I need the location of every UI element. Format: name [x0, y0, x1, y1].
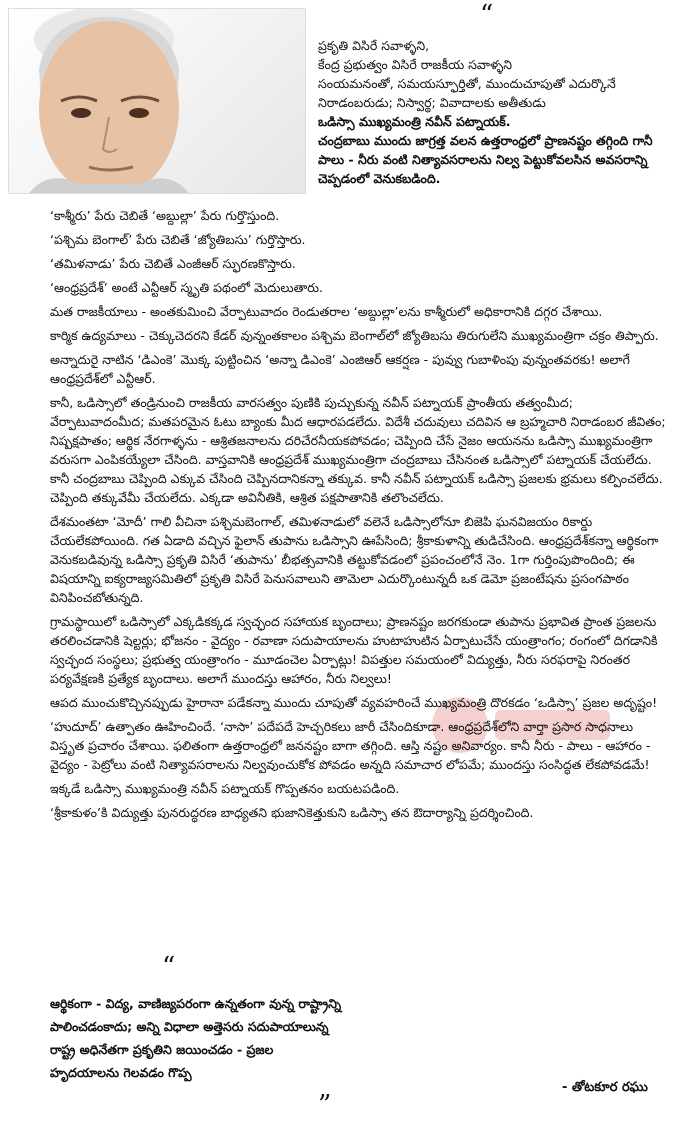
body-paragraph: ‘పశ్చిమ బెంగాల్’ పేరు చెబితే ‘జ్యోతిబసు’ గుర్తొస్తారు.	[50, 232, 306, 247]
opening-quote-mark: “	[480, 0, 494, 30]
body-paragraph: దేశమంతటా ‘మోదీ’ గాలి వీచినా పశ్చిమబెంగాల్, తమిళనాడులో వలెనే ఒడిస్సాలోనూ బిజెపి ఘనవిజయం రికార్డు చేయలేకపోయింది. గత ఏడాది వచ్చిన ఫైలాన్ తుపాను ఒడిస్సాని ఊపేసింది; శ్రీకాకుళాన్ని తుడిచేసింది. ఆంధ్రప్రదేశ్‌కన్నా ఆర్థికంగా వెనుకబడివున్న ఒడిస్సా ప్రకృతి విసిరే ‘తుపాను’ బీభత్సవానికి తట్టుకోవడంలో ప్రపంచంలోనే నెం. 1గా గుర్తింపుపొందింది; ఈ విషయాన్ని ఐక్యరాజ్యసమితిలో ప్రకృతి విసిరే పెనుసవాలుని తామెలా ఎదుర్కొంటున్నదీ ఒక డెమో ప్రజంటేషను ప్రసంగపాఠం వినిపించబోతున్నది.	[50, 514, 659, 605]
pull-quote-close-mark: ”	[318, 1090, 332, 1120]
intro-line: ఒడిస్సా ముఖ్యమంత్రి నవీన్ పట్నాయక్.	[318, 114, 511, 129]
body-paragraph: ‘తమిళనాడు’ పేరు చెబితే ఎంజీఆర్ స్ఫురణకొస్తారు.	[50, 256, 296, 271]
body-paragraph: ‘హుదూద్’ ఉత్పాతం ఊహించిందే. ‘నాసా’ పదేపదే హెచ్చరికలు జారీ చేసిందికూడా. ఆంధ్రప్రదేశ్‌లోని వార్తా ప్రసార సాధనాలు విస్తృత ప్రచారం చేశాయి. ఫలితంగా ఉత్తరాంధ్రలో జననష్టం బాగా తగ్గింది. ఆస్తి నష్టం అనివార్యం. కానీ నీరు - పాలు - ఆహారం - వైద్యం - పెట్రోలు వంటి నిత్యావసరాలను నిల్వవుంచుకోక పోవడం అన్నది సమాచార లోపమే; ముందస్తు సంసిద్ధత లేకపోవడమే!	[50, 719, 651, 772]
pull-quote-line: రాష్ట్ర అధినేతగా ప్రకృతిని జయించడం - ప్రజల	[50, 1042, 274, 1057]
pull-quote-open-mark: “	[162, 952, 176, 982]
pull-quote	[50, 992, 355, 1084]
body-paragraph: ‘ఆంధ్రప్రదేశ్’ అంటే ఎన్టీఆర్ స్మృతి పథంలో మెదులుతారు.	[50, 280, 323, 295]
body-paragraph: మత రాజకీయాలు - అంతకుమించి వేర్పాటువాదం రెండుతరాల ‘అబ్దుల్లా’లను కాశ్మీరులో అధికారానికి దగ్గర చేశాయి.	[50, 304, 603, 319]
body-paragraph: అన్నాదురై నాటిన ‘డిఎంకె’ మొక్క పుట్టించిన ‘అన్నా డిఎంకె’ ఎంజిఆర్ ఆకర్షణ - పువ్వు గుబాళింపు వున్నంతవరకు! అలాగే ఆంధ్రప్రదేశ్‌లో ఎన్టీఆర్.	[50, 352, 630, 386]
pull-quote-line: పాలించడంకాదు; అన్ని విధాలా అత్తెసరు సదుపాయాలున్న	[50, 1019, 329, 1034]
intro-line: సంయమనంతో, సమయస్ఫూర్తితో, ముందుచూపుతో ఎదుర్కొనే నిరాడంబరుడు; నిస్వార్థ; వివాదాలకు అతీతుడు	[318, 76, 616, 110]
body-paragraph: గ్రామస్థాయిలో ఒడిస్సాలో ఎక్కడికక్కడ స్వచ్ఛంద సహాయక బృందాలు; ప్రాణనష్టం జరగకుండా తుపాను ప్రభావిత ప్రాంత ప్రజలను తరలించడానికి షెల్టర్లు; భోజనం - వైద్యం - రవాణా సదుపాయాలను హుటాహుటిన ఏర్పాటుచేసే యంత్రాంగం; రంగంలో దిగడానికి స్వచ్ఛంద సంస్థలు; ప్రభుత్వ యంత్రాంగం - మూడంచెల ఏర్పాట్లు! విపత్తుల సమయంలో విద్యుత్తు, నీరు సరఫరాపై నిరంతర పర్యవేక్షణకి ప్రత్యేక బృందాలు. అలాగే ముందస్తు ఆహారం, నీరు నిల్వలు!	[50, 614, 658, 686]
pull-quote-line: హృదయాలను గెలవడం గొప్ప	[50, 1065, 192, 1080]
pull-quote-line: ఆర్థికంగా - విద్య, వాణిజ్యపరంగా ఉన్నతంగా వున్న రాష్ట్రాన్ని	[50, 996, 342, 1011]
author-byline: - తోటకూర రఘు	[562, 1080, 648, 1095]
body-paragraph: కార్మిక ఉద్యమాలు - చెక్కుచెదరని కేడర్ వున్నంతకాలం పశ్చిమ బెంగాల్‌లో జ్యోతిబసు తిరుగులేని ముఖ్యమంత్రిగా చక్రం తిప్పారు.	[50, 328, 659, 343]
portrait-photo	[8, 8, 306, 194]
intro-block	[318, 36, 668, 188]
intro-line: ప్రకృతి విసిరే సవాళ్ళని,	[318, 38, 430, 53]
body-paragraph: కానీ, ఒడిస్సాలో తండ్రినుంచి రాజకీయ వారసత్వం పుణికి పుచ్చుకున్న నవీన్ పట్నాయక్ ప్రాంతీయ తత్వంమీద; వేర్పాటువాదంమీద; మతపరమైన ఓటు బ్యాంకు మీద ఆధారపడలేదు. విదేశీ చదువులు చదివిన ఆ బ్రహ్మచారి నిరాడంబర జీవితం; నిష్పక్షపాతం; ఆర్థిక నేరగాళ్ళను - ఆశ్రితజనాలను దరిచేరనీయకపోవడం; చెప్పింది చేసే నైజం ఆయనను ఒడిస్సా ముఖ్యమంత్రిగా వరుసగా ఎంపికయ్యేలా చేసింది. వాస్తవానికి ఆంధ్రప్రదేశ్ ముఖ్యమంత్రిగా చంద్రబాబు చేసినంత ఒడిస్సాలో పట్నాయక్ చేయలేదు. కానీ చంద్రబాబు చెప్పింది ఎక్కువ చేసింది చెప్పినదానికన్నా తక్కువ. కానీ నవీన్ పట్నాయక్ ఒడిస్సా ప్రజలకు భ్రమలు కల్పించలేదు. చెప్పింది తక్కువేమీ చేయలేదు. ఎక్కడా అవినీతికి, ఆశ్రిత పక్షపాతానికి తలొంచలేదు.	[50, 395, 666, 505]
body-paragraph: ‘శ్రీకాకుళం’కి విద్యుత్తు పునరుద్ధరణ బాధ్యతని భుజానికెత్తుకుని ఒడిస్సా తన ఔదార్యాన్ని ప్రదర్శించింది.	[50, 805, 534, 820]
body-paragraph: ఆపద ముంచుకొచ్చినప్పుడు హైరానా పడేకన్నా ముందు చూపుతో వ్యవహరించే ముఖ్యమంత్రి దొరకడం ‘ఒడిస్సా’ ప్రజల అదృష్టం!	[50, 695, 658, 710]
article-body	[50, 206, 670, 827]
body-paragraph: ‘కాశ్మీరు’ పేరు చెబితే ‘అబ్దుల్లా’ పేరు గుర్తొస్తుంది.	[50, 208, 280, 223]
body-paragraph: ఇక్కడే ఒడిస్సా ముఖ్యమంత్రి నవీన్ పట్నాయక్ గొప్పతనం బయటపడింది.	[50, 781, 400, 796]
intro-line: కేంద్ర ప్రభుత్వం విసిరే రాజకీయ సవాళ్ళని	[318, 57, 513, 72]
intro-line: చంద్రబాబు ముందు జాగ్రత్త వలన ఉత్తరాంధ్రలో ప్రాణనష్టం తగ్గింది గానీ పాలు - నీరు వంటి నిత్యావసరాలను నిల్వ పెట్టుకోవలసిన అవసరాన్ని చెప్పడంలో వెనుకబడింది.	[318, 133, 653, 186]
portrait-illustration	[9, 9, 305, 193]
